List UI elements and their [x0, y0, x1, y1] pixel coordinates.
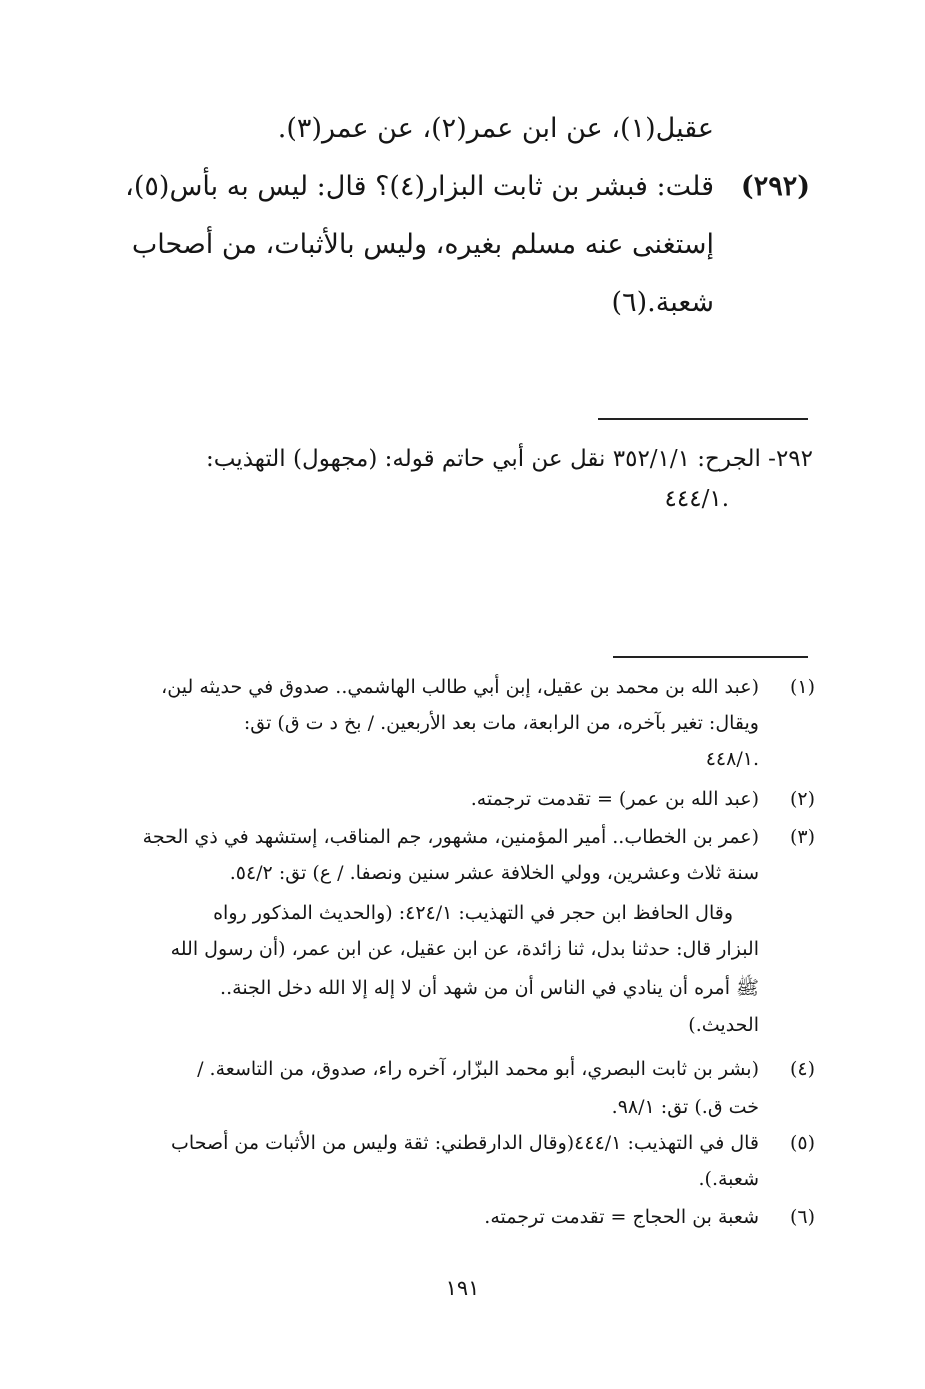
footnote-line: شعبة بن الحجاج = تقدمت ترجمته. — [484, 1206, 759, 1228]
footnote-line: شعبة.). — [698, 1168, 759, 1190]
footnote-line: سنة ثلاث وعشرين، وولي الخلافة عشر سنين ونصفا. / ع) تق: ٥٤/٢. — [229, 862, 759, 884]
footnote-number: (٥) — [789, 1132, 815, 1154]
footnote-line: (عبد الله بن محمد بن عقيل، إبن أبي طالب الهاشمي.. صدوق في حديثه لين، — [161, 676, 759, 698]
footnote-line: (عبد الله بن عمر) = تقدمت ترجمته. — [470, 788, 759, 810]
footnote-number: (٦) — [789, 1206, 815, 1228]
footnote-line: (بشر بن ثابت البصري، أبو محمد البزّار، آخره راء، صدوق، من التاسعة. / — [197, 1058, 759, 1080]
main-line-3: إستغنى عنه مسلم بغيره، وليس بالأثبات، من أصحاب — [131, 229, 714, 260]
footnote-line: (عمر بن الخطاب.. أمير المؤمنين، مشهور، جم المناقب، إستشهد في ذي الحجة — [142, 826, 759, 848]
footnote-line: ويقال: تغير بآخره، من الرابعة، مات بعد الأربعين. / بخ د ت ق) تق: — [243, 712, 759, 734]
footnote-4 — [115, 1058, 815, 1130]
footnote-6 — [115, 1206, 815, 1242]
entry-number: (٢٩٢) — [740, 171, 810, 202]
page-number: ١٩١ — [445, 1276, 480, 1300]
main-text — [100, 100, 810, 340]
separator-rule-1 — [598, 418, 808, 420]
footnote-rule — [613, 656, 808, 658]
main-line-2: قلت: فبشر بن ثابت البزار(٤)؟ قال: ليس به بأس(٥)، — [125, 171, 714, 202]
footnote-line: خت ق.) تق: ٩٨/١. — [611, 1096, 759, 1118]
footnote-line: البزار قال: حدثنا بدل، ثنا زائدة، عن ابن عقيل، عن ابن عمر، (أن رسول الله — [170, 938, 759, 960]
footnote-line: وقال الحافظ ابن حجر في التهذيب: ٤٢٤/١: (والحديث المذكور رواه — [213, 902, 733, 924]
footnote-line: .٤٤٨/١ — [705, 748, 759, 770]
footnote-1 — [115, 676, 815, 786]
footnote-line: ﷺ أمره أن ينادي في الناس أن من شهد أن لا إله إلا الله دخل الجنة.. — [220, 977, 759, 999]
main-line-1: عقيل(١)، عن ابن عمر(٢)، عن عمر(٣). — [277, 113, 714, 144]
footnote-line: قال في التهذيب: ٤٤٤/١(وقال الدارقطني: ثقة وليس من الأثبات من أصحاب — [171, 1132, 759, 1154]
commentary-line-2: .٤٤٤/١ — [664, 486, 729, 512]
footnote-5 — [115, 1132, 815, 1204]
footnote-3 — [115, 826, 815, 1046]
footnote-number: (١) — [789, 676, 815, 698]
commentary-line-1: ٢٩٢- الجرح: ٣٥٢/١/١ نقل عن أبي حاتم قوله: (مجهول) التهذيب: — [205, 446, 813, 472]
footnote-2 — [115, 788, 815, 824]
footnote-line: الحديث.) — [688, 1014, 759, 1036]
footnote-number: (٤) — [789, 1058, 815, 1080]
footnote-number: (٣) — [789, 826, 815, 848]
footnote-number: (٢) — [789, 788, 815, 810]
main-line-4: شعبة.(٦) — [611, 287, 714, 318]
